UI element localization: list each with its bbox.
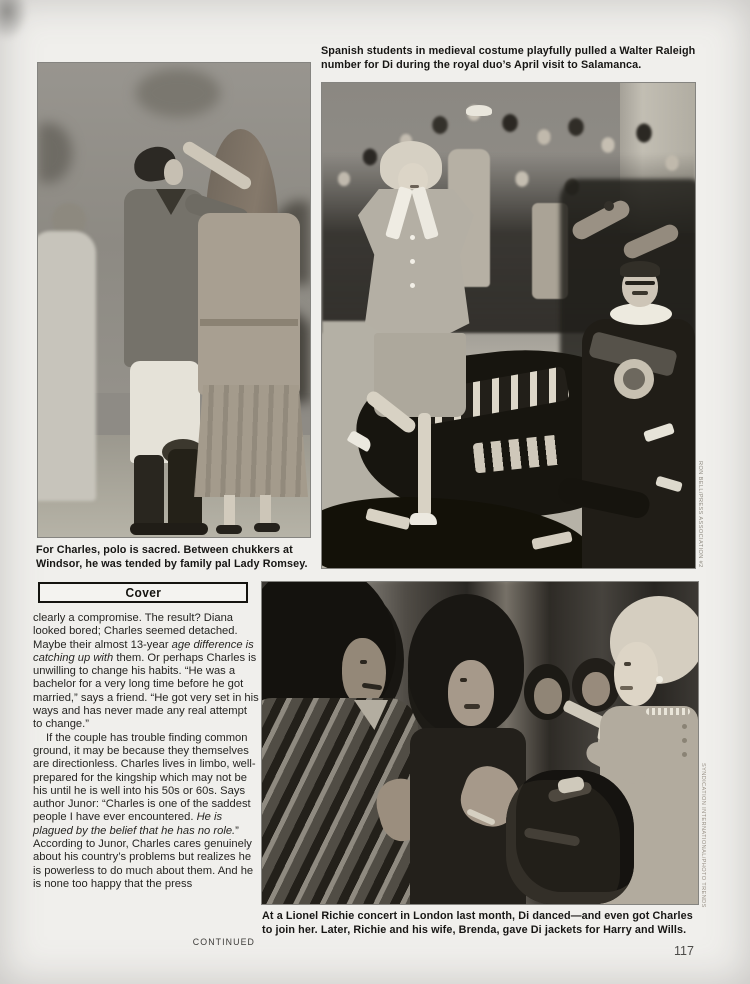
richie-eye bbox=[360, 660, 367, 664]
background-woman-face bbox=[534, 678, 562, 714]
flat-shoe bbox=[216, 525, 242, 534]
concert-photo-credit: SYNDICATION INTERNATIONAL/PHOTO TRENDS bbox=[700, 763, 706, 908]
scan-shadow bbox=[0, 0, 28, 40]
brenda-smile bbox=[464, 704, 480, 709]
brenda-face bbox=[448, 660, 494, 726]
diana-standing-leg bbox=[418, 413, 431, 517]
charles-face bbox=[164, 159, 183, 185]
bystander-figure bbox=[38, 231, 96, 501]
sweater-button bbox=[682, 738, 687, 743]
student-hair bbox=[620, 261, 660, 277]
skirt-pleats bbox=[194, 385, 308, 497]
charles-polo-shirt bbox=[124, 189, 206, 367]
richie-face bbox=[342, 638, 386, 706]
background-woman-face bbox=[582, 672, 610, 706]
paragraph-text: clearly a compromise. The result? Diana looked bored; Charles seemed detached. Maybe their almost 13-year bbox=[33, 612, 238, 651]
paragraph-text: If the couple has trouble finding common ground, it may be because they themselves are directionless. Charles lives in limbo, well-prepared for the kingship which may not be his until he is well into his 50s or 60s. Says author Junor: “Charles is one of the saddest people I have ever encountered. bbox=[33, 731, 256, 824]
cover-section-badge bbox=[38, 582, 248, 603]
lady-romsey-leg bbox=[224, 495, 235, 529]
jacket-button bbox=[410, 235, 415, 240]
jacket-button bbox=[410, 283, 415, 288]
costume-medallion-center bbox=[623, 368, 645, 390]
paragraph-text: them. Or perhaps Charles is unwilling to change his habits. “He was a bachelor for a very long time before he got married,” says a friend. “He got very set in his ways and has never made any real attempt to change.” bbox=[33, 651, 259, 731]
pearl-necklace bbox=[646, 708, 690, 715]
polo-caption: For Charles, polo is sacred. Between chukkers at Windsor, he was tended by family pal Lady Romsey. bbox=[36, 544, 308, 571]
polo-photo bbox=[38, 63, 310, 537]
flat-shoe bbox=[254, 523, 280, 532]
page-number: 117 bbox=[674, 944, 694, 958]
naval-officer-cap bbox=[466, 105, 492, 116]
diana-earring bbox=[656, 676, 663, 683]
paragraph-text: ” According to Junor, Charles cares genuinely about his country’s problems but realizes he is powerless to do much about them. And he is none too happy that the press bbox=[33, 824, 254, 890]
white-pump-shoe bbox=[410, 513, 437, 525]
paragraph-italic-text: He is plagued by the belief that he has no role. bbox=[33, 811, 236, 837]
concert-photo bbox=[262, 582, 698, 904]
diana-smile bbox=[620, 686, 633, 690]
diana-suit-jacket bbox=[358, 189, 474, 335]
student-glasses bbox=[625, 281, 655, 285]
brenda-eye bbox=[460, 678, 467, 682]
jacket-button bbox=[410, 259, 415, 264]
charles-boot-foot bbox=[130, 523, 208, 535]
lady-romsey-jacket bbox=[198, 213, 300, 395]
paragraph-italic-text: age difference is catching up with bbox=[33, 638, 254, 664]
article-paragraph bbox=[33, 612, 259, 732]
salamanca-caption: Spanish students in medieval costume playfully pulled a Walter Raleigh number for Di during the royal duo’s April visit to Salamanca. bbox=[321, 45, 696, 72]
article-paragraph bbox=[33, 732, 259, 892]
concert-caption: At a Lionel Richie concert in London last month, Di danced—and even got Charles to join her. Later, Richie and his wife, Brenda, gave Di jackets for Harry and Wills. bbox=[262, 910, 693, 937]
sweater-button bbox=[682, 724, 687, 729]
sweater-button bbox=[682, 752, 687, 757]
article-text-column bbox=[33, 612, 259, 891]
guitar-soundhole bbox=[604, 201, 614, 211]
salamanca-photo-credit: RON BELL/PRESS ASSOCIATION #2 bbox=[697, 461, 703, 568]
student-mustache bbox=[632, 291, 648, 295]
salamanca-photo bbox=[322, 83, 695, 568]
diana-eye bbox=[624, 662, 631, 666]
lady-romsey-belt bbox=[200, 319, 298, 326]
charles-boot bbox=[134, 455, 164, 529]
continued-label: CONTINUED bbox=[192, 937, 255, 947]
cover-section-label: Cover bbox=[125, 585, 161, 600]
